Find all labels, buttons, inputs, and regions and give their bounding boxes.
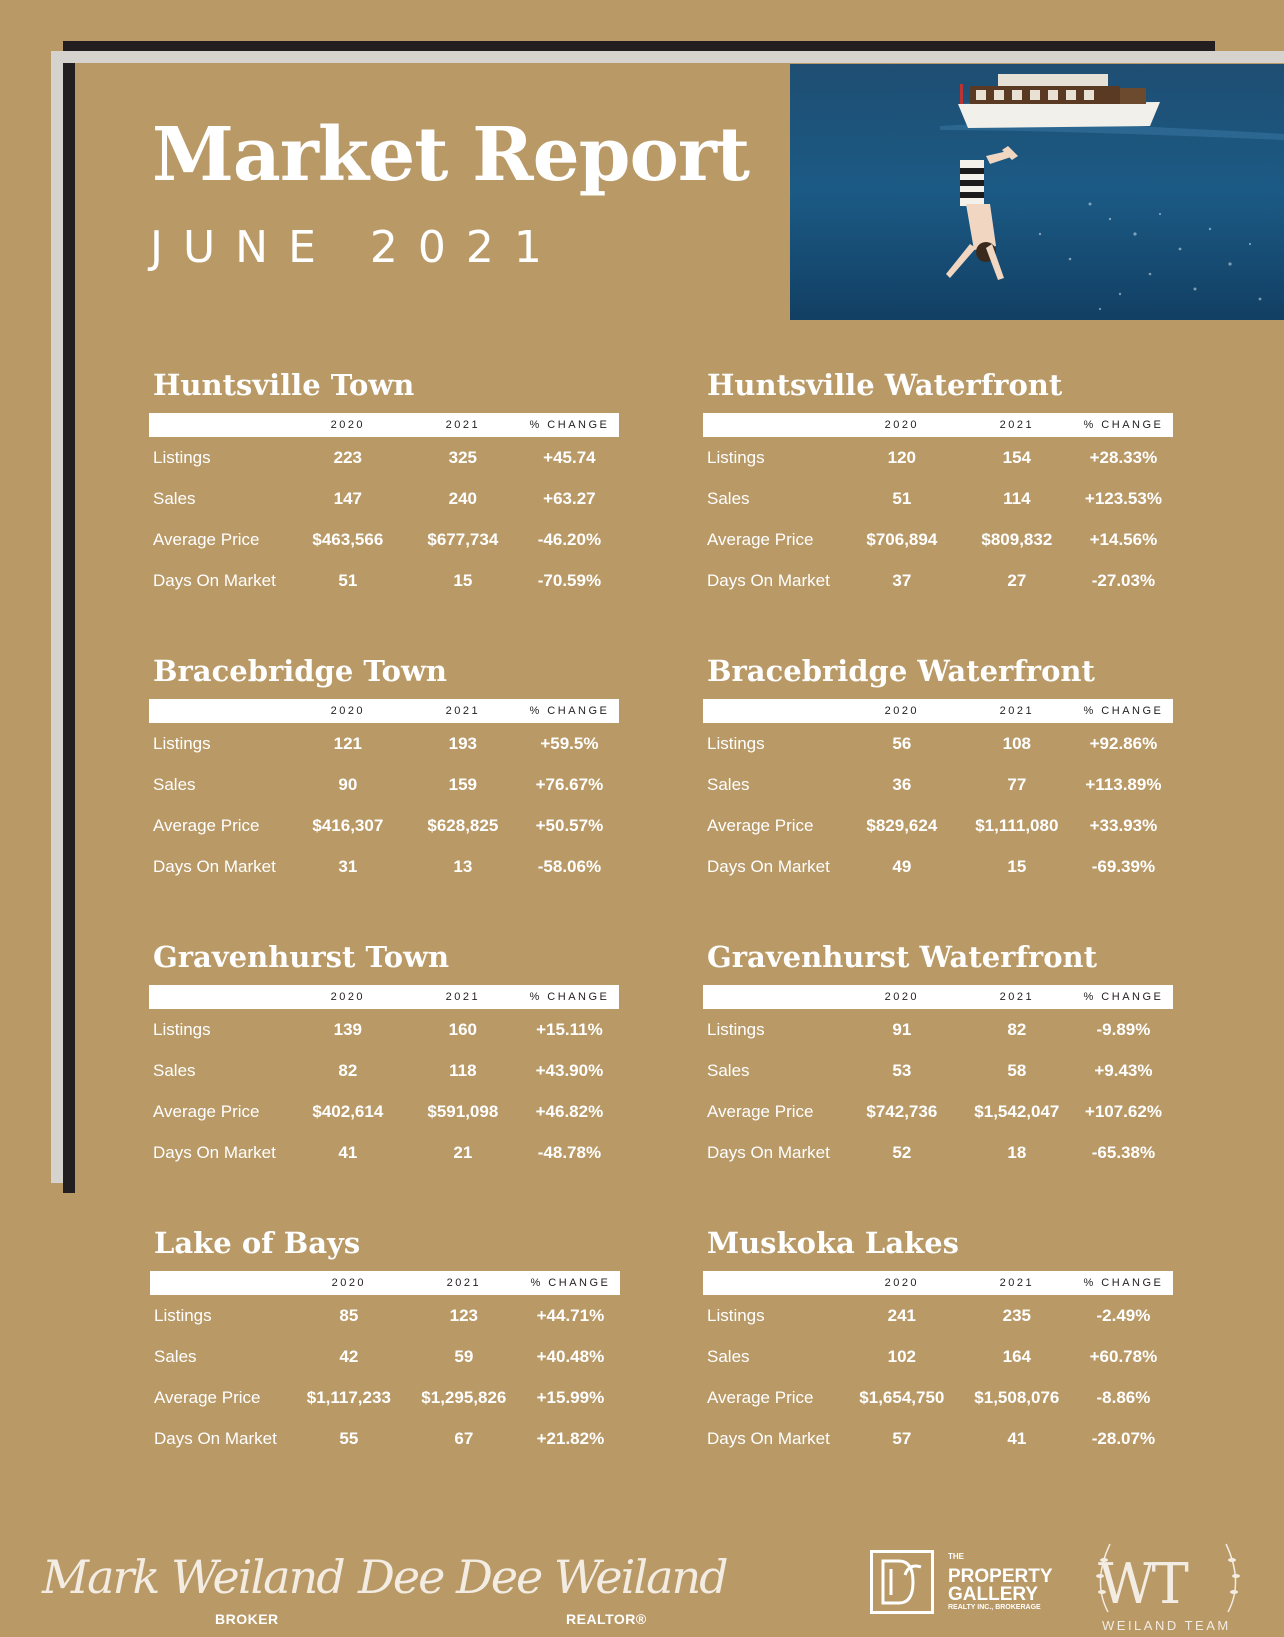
value-change: -9.89%: [1096, 1019, 1151, 1039]
region-muskoka-lakes: [703, 1223, 1173, 1459]
frame-bar-left-dark: [63, 63, 75, 1193]
table-row: [150, 1418, 620, 1459]
row-label: Average Price: [707, 815, 814, 835]
table-row: [150, 1295, 620, 1336]
value-2020: 241: [887, 1305, 917, 1325]
value-2020: 102: [887, 1346, 917, 1366]
value-2021: $1,295,826: [421, 1387, 507, 1407]
row-label: Average Price: [153, 529, 260, 549]
value-change: +9.43%: [1094, 1060, 1153, 1080]
value-2020: 139: [333, 1019, 363, 1039]
value-2020: $706,894: [866, 529, 938, 549]
row-label: Average Price: [707, 1387, 814, 1407]
value-change: +28.33%: [1089, 447, 1158, 467]
row-label: Listings: [153, 447, 211, 467]
value-2021: 15: [453, 570, 473, 590]
table-row: [149, 519, 619, 560]
row-label: Listings: [707, 1019, 765, 1039]
value-2021: $1,542,047: [974, 1101, 1060, 1121]
value-change: +63.27: [543, 488, 596, 508]
col-2021: 2021: [999, 705, 1035, 717]
table-row: [149, 1009, 619, 1050]
row-label: Average Price: [154, 1387, 261, 1407]
col-change: % CHANGE: [1083, 705, 1164, 717]
value-2020: 57: [892, 1428, 912, 1448]
col-2020: 2020: [330, 705, 366, 717]
row-label: Days On Market: [154, 1428, 277, 1448]
row-label: Days On Market: [153, 1142, 276, 1162]
value-2021: 118: [449, 1060, 477, 1080]
region-gravenhurst-town: [149, 937, 619, 1173]
value-2020: 223: [333, 447, 363, 467]
brokerage-subtitle: REALTY INC., BROKERAGE: [948, 1604, 1041, 1611]
table-header: [703, 413, 1173, 437]
table-row: [149, 560, 619, 601]
value-2020: $416,307: [312, 815, 384, 835]
table-row: [703, 1295, 1173, 1336]
value-2020: 120: [887, 447, 917, 467]
table-row: [703, 1091, 1173, 1132]
table-header: [149, 413, 619, 437]
value-change: +123.53%: [1084, 488, 1162, 508]
value-2020: 36: [892, 774, 912, 794]
table-row: [149, 437, 619, 478]
value-2021: $1,508,076: [974, 1387, 1060, 1407]
col-change: % CHANGE: [1083, 1277, 1164, 1289]
brokerage-prefix: THE: [948, 1552, 964, 1561]
region-title: Huntsville Town: [153, 368, 415, 402]
value-change: +45.74: [543, 447, 596, 467]
row-label: Average Price: [153, 815, 260, 835]
value-2021: 27: [1007, 570, 1027, 590]
value-change: +92.86%: [1089, 733, 1158, 753]
col-2020: 2020: [330, 991, 366, 1003]
value-2021: 108: [1002, 733, 1032, 753]
value-2021: 160: [448, 1019, 478, 1039]
value-change: +15.11%: [536, 1019, 603, 1039]
region-title: Gravenhurst Town: [153, 940, 450, 974]
row-label: Days On Market: [707, 1142, 830, 1162]
value-2021: 154: [1002, 447, 1032, 467]
row-label: Sales: [154, 1346, 197, 1366]
value-2020: 51: [892, 488, 912, 508]
row-label: Listings: [153, 733, 211, 753]
value-change: +14.56%: [1089, 529, 1158, 549]
value-change: -65.38%: [1091, 1142, 1156, 1162]
value-change: +33.93%: [1089, 815, 1158, 835]
value-2020: 56: [892, 733, 912, 753]
table-row: [149, 478, 619, 519]
col-change: % CHANGE: [529, 991, 610, 1003]
value-2021: $1,111,080: [975, 815, 1059, 835]
table-row: [149, 723, 619, 764]
col-change: % CHANGE: [1083, 419, 1164, 431]
table-row: [703, 1377, 1173, 1418]
row-label: Days On Market: [707, 856, 830, 876]
col-2020: 2020: [330, 419, 366, 431]
value-2021: 15: [1007, 856, 1027, 876]
row-label: Listings: [707, 447, 765, 467]
value-2020: 147: [333, 488, 363, 508]
value-change: +59.5%: [540, 733, 599, 753]
col-2020: 2020: [884, 991, 920, 1003]
col-2021: 2021: [446, 1277, 482, 1289]
page-title: Market Report: [152, 112, 749, 198]
value-2021: $809,832: [981, 529, 1053, 549]
value-2020: 55: [339, 1428, 359, 1448]
row-label: Average Price: [707, 529, 814, 549]
frame-bar-top-dark: [63, 41, 1215, 51]
table-row: [703, 519, 1173, 560]
row-label: Sales: [707, 1060, 750, 1080]
table-row: [149, 1132, 619, 1173]
row-label: Sales: [707, 774, 750, 794]
table-row: [149, 1050, 619, 1091]
value-change: -48.78%: [537, 1142, 602, 1162]
col-2021: 2021: [999, 991, 1035, 1003]
value-2021: $677,734: [427, 529, 499, 549]
value-change: +60.78%: [1089, 1346, 1158, 1366]
value-change: -8.86%: [1096, 1387, 1151, 1407]
footer: [0, 1530, 1284, 1635]
row-label: Listings: [153, 1019, 211, 1039]
value-2021: 325: [448, 447, 478, 467]
table-header: [150, 1271, 620, 1295]
value-2020: 41: [338, 1142, 358, 1162]
table-row: [150, 1377, 620, 1418]
value-change: +113.89%: [1085, 774, 1162, 794]
value-change: +40.48%: [536, 1346, 605, 1366]
value-2021: $628,825: [427, 815, 499, 835]
table-row: [703, 560, 1173, 601]
value-change: -46.20%: [537, 529, 602, 549]
value-2020: 31: [338, 856, 358, 876]
region-huntsville-waterfront: [703, 365, 1173, 601]
value-change: +50.57%: [535, 815, 604, 835]
row-label: Days On Market: [707, 570, 830, 590]
region-title: Bracebridge Waterfront: [707, 654, 1095, 688]
row-label: Days On Market: [707, 1428, 830, 1448]
brokerage-name-line2: GALLERY: [948, 1584, 1039, 1605]
value-2020: 121: [333, 733, 363, 753]
value-2021: 240: [448, 488, 478, 508]
col-2021: 2021: [445, 419, 481, 431]
value-2021: 21: [453, 1142, 473, 1162]
value-2020: 53: [892, 1060, 912, 1080]
value-2021: 164: [1002, 1346, 1032, 1366]
value-2021: 82: [1007, 1019, 1027, 1039]
row-label: Average Price: [153, 1101, 260, 1121]
table-row: [149, 805, 619, 846]
table-row: [149, 764, 619, 805]
value-change: +107.62%: [1084, 1101, 1162, 1121]
col-change: % CHANGE: [529, 419, 610, 431]
value-change: -70.59%: [537, 570, 602, 590]
row-label: Sales: [707, 488, 750, 508]
region-bracebridge-town: [149, 651, 619, 887]
col-2021: 2021: [445, 705, 481, 717]
col-2021: 2021: [445, 991, 481, 1003]
row-label: Sales: [153, 1060, 196, 1080]
region-bracebridge-waterfront: [703, 651, 1173, 887]
table-row: [703, 764, 1173, 805]
row-label: Days On Market: [153, 570, 276, 590]
value-2020: $742,736: [866, 1101, 938, 1121]
value-2020: 90: [338, 774, 358, 794]
col-2020: 2020: [884, 419, 920, 431]
col-2021: 2021: [999, 1277, 1035, 1289]
value-2021: 159: [448, 774, 478, 794]
value-change: +15.99%: [536, 1387, 605, 1407]
page-subtitle: JUNE 2021: [150, 222, 562, 273]
value-2020: $1,654,750: [859, 1387, 945, 1407]
value-change: -27.03%: [1091, 570, 1156, 590]
value-2020: 51: [338, 570, 358, 590]
value-change: +46.82%: [535, 1101, 604, 1121]
table-row: [703, 723, 1173, 764]
table-row: [703, 1009, 1173, 1050]
table-header: [703, 699, 1173, 723]
brokerage-name: [948, 1568, 1053, 1604]
value-2021: 193: [448, 733, 478, 753]
value-2020: 49: [892, 856, 912, 876]
region-title: Bracebridge Town: [153, 654, 448, 688]
row-label: Listings: [154, 1305, 212, 1325]
col-2021: 2021: [999, 419, 1035, 431]
hero-photo-boat-diver: [790, 64, 1284, 320]
role-realtor: REALTOR®: [566, 1611, 647, 1627]
value-2020: $829,624: [866, 815, 938, 835]
region-title: Gravenhurst Waterfront: [707, 940, 1098, 974]
brokerage-name-line1: PROPERTY: [948, 1566, 1053, 1587]
value-change: -69.39%: [1091, 856, 1156, 876]
value-2021: 59: [454, 1346, 474, 1366]
table-row: [703, 1418, 1173, 1459]
signature-mark-weiland: Mark Weiland: [42, 1550, 344, 1604]
row-label: Days On Market: [153, 856, 276, 876]
role-broker: BROKER: [215, 1611, 279, 1627]
value-change: -28.07%: [1091, 1428, 1156, 1448]
value-change: -58.06%: [537, 856, 602, 876]
value-2020: $463,566: [312, 529, 384, 549]
table-header: [703, 985, 1173, 1009]
value-change: +76.67%: [535, 774, 604, 794]
value-2021: 13: [453, 856, 473, 876]
value-2020: $1,117,233: [306, 1387, 391, 1407]
row-label: Sales: [153, 488, 196, 508]
weiland-team-name: WEILAND TEAM: [1102, 1618, 1231, 1633]
value-2021: 67: [454, 1428, 474, 1448]
value-2021: 114: [1003, 488, 1031, 508]
table-row: [149, 846, 619, 887]
col-change: % CHANGE: [529, 705, 610, 717]
value-2021: 18: [1007, 1142, 1027, 1162]
col-2020: 2020: [884, 1277, 920, 1289]
value-2020: 52: [892, 1142, 912, 1162]
region-title: Lake of Bays: [154, 1226, 361, 1260]
region-title: Huntsville Waterfront: [707, 368, 1063, 402]
table-row: [703, 478, 1173, 519]
table-header: [703, 1271, 1173, 1295]
signature-dee-dee-weiland: Dee Dee Weiland: [358, 1550, 727, 1604]
region-lake-of-bays: [150, 1223, 620, 1459]
row-label: Average Price: [707, 1101, 814, 1121]
col-2020: 2020: [331, 1277, 367, 1289]
col-change: % CHANGE: [1083, 991, 1164, 1003]
value-change: -2.49%: [1096, 1305, 1151, 1325]
value-2020: 37: [892, 570, 912, 590]
value-2021: $591,098: [427, 1101, 499, 1121]
value-change: +43.90%: [535, 1060, 604, 1080]
weiland-team-monogram: WT: [1098, 1552, 1185, 1617]
table-row: [703, 846, 1173, 887]
value-2020: $402,614: [312, 1101, 384, 1121]
row-label: Sales: [707, 1346, 750, 1366]
value-2020: 42: [339, 1346, 359, 1366]
table-header: [149, 985, 619, 1009]
table-row: [703, 805, 1173, 846]
region-huntsville-town: [149, 365, 619, 601]
value-2021: 58: [1007, 1060, 1027, 1080]
property-gallery-logo-icon: [870, 1550, 934, 1614]
value-2021: 235: [1002, 1305, 1032, 1325]
table-row: [703, 1132, 1173, 1173]
value-change: +44.71%: [536, 1305, 605, 1325]
table-header: [149, 699, 619, 723]
value-2020: 85: [339, 1305, 359, 1325]
frame-bar-left-light: [51, 51, 63, 1183]
row-label: Listings: [707, 733, 765, 753]
value-2021: 77: [1007, 774, 1027, 794]
col-2020: 2020: [884, 705, 920, 717]
table-row: [149, 1091, 619, 1132]
frame-bar-top-light: [51, 51, 1284, 63]
value-2020: 91: [892, 1019, 912, 1039]
value-2021: 123: [449, 1305, 479, 1325]
col-change: % CHANGE: [530, 1277, 611, 1289]
table-row: [703, 1050, 1173, 1091]
region-gravenhurst-waterfront: [703, 937, 1173, 1173]
table-row: [150, 1336, 620, 1377]
value-2020: 82: [338, 1060, 358, 1080]
value-change: +21.82%: [536, 1428, 605, 1448]
row-label: Listings: [707, 1305, 765, 1325]
table-row: [703, 1336, 1173, 1377]
table-row: [703, 437, 1173, 478]
row-label: Sales: [153, 774, 196, 794]
value-2021: 41: [1007, 1428, 1027, 1448]
region-title: Muskoka Lakes: [707, 1226, 959, 1260]
